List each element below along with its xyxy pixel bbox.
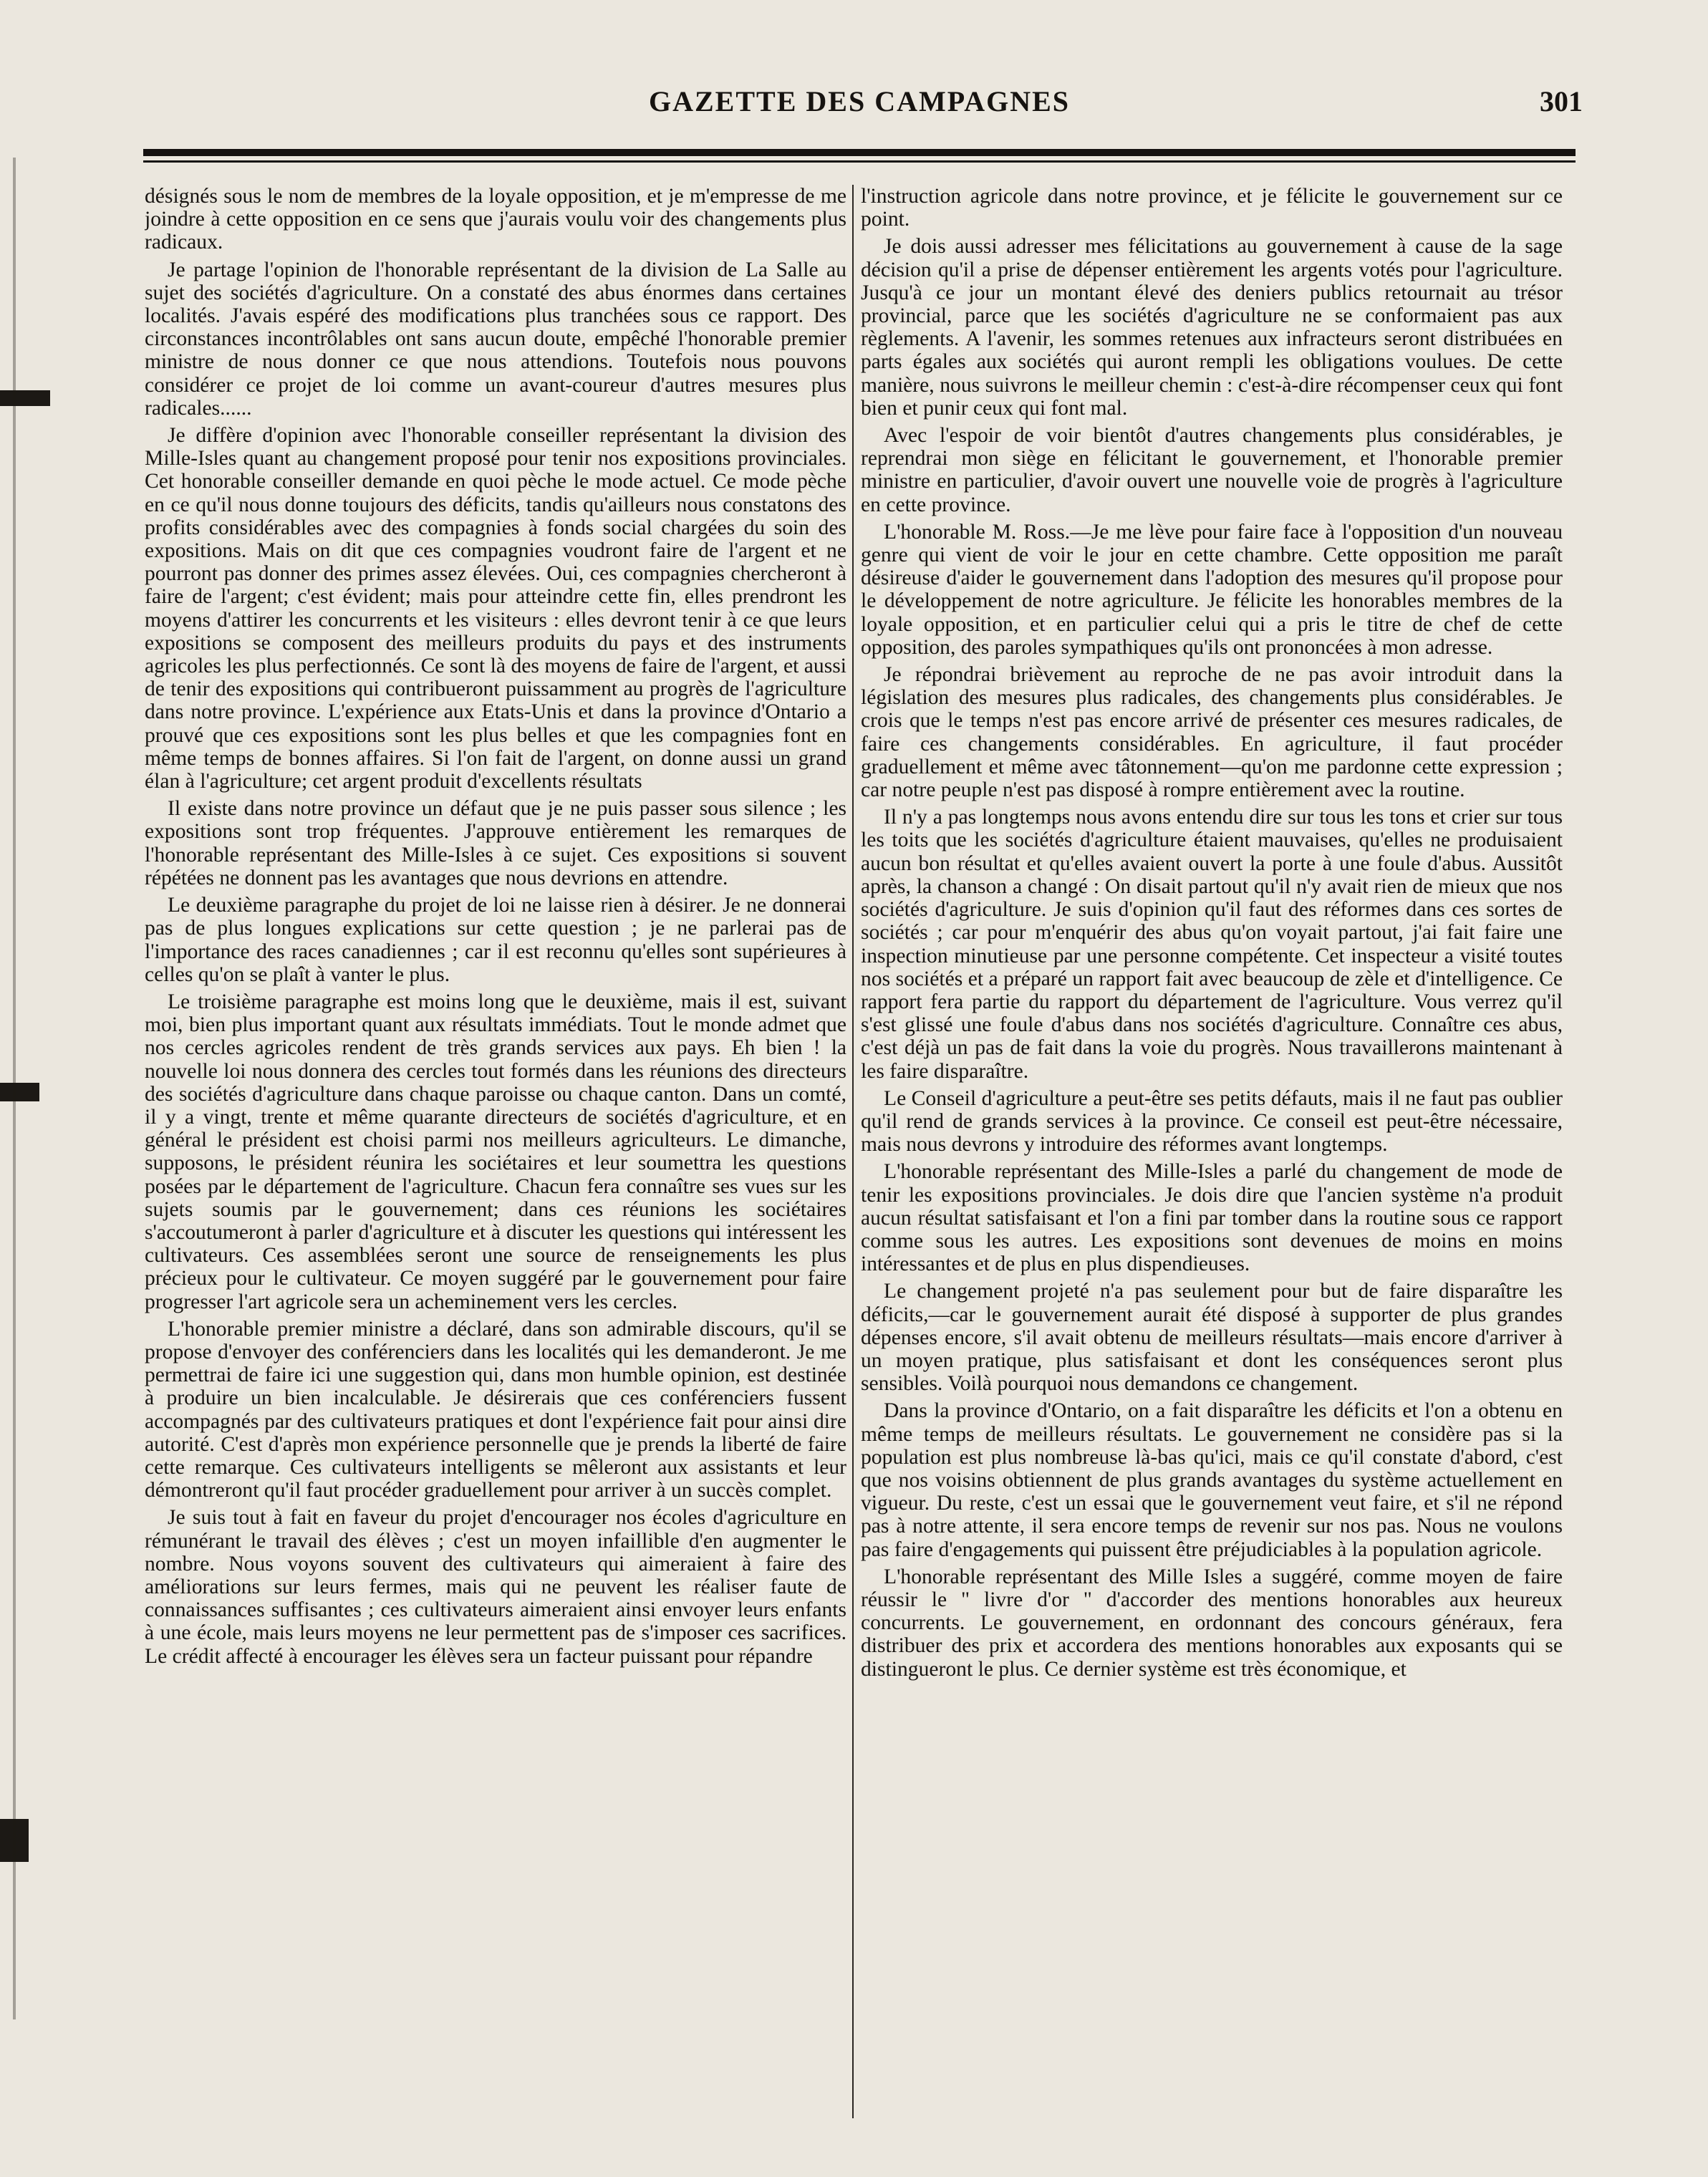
page-number: 301 [1540,85,1583,117]
right-paragraph: Le Conseil d'agriculture a peut-être ses petits défauts, mais il ne faut pas oublier qu'il rend de grands services à la province. Ce conseil est peut-être nécessaire, mais nous devrons y introduire des réformes avant longtemps. [861,1086,1563,1157]
right-paragraph: Avec l'espoir de voir bientôt d'autres changements plus considérables, je reprendrai mon siège en félicitant le gouvernement, et l'honorable premier ministre en particulier, d'avoir ouvert une nouvelle voie de progrès à l'agriculture en cette province. [861,424,1563,516]
scan-artifact [0,390,50,406]
right-paragraph: Dans la province d'Ontario, on a fait disparaître les déficits et l'on a obtenu en même temps de meilleurs résultats. Le gouvernement ne considère pas si la population est plus nombreuse là-bas qu'ici, mais ce qu'il constate d'abord, c'est que nos voisins obtiennent de plus grands avantages du système actuellement en vigueur. Du reste, c'est un essai que le gouvernement veut faire, et s'il ne répond pas à notre attente, il sera encore temps de revenir sur nos pas. Nous ne voulons pas faire d'engagements qui puissent être préjudiciables à la population agricole. [861,1399,1563,1561]
right-paragraph: L'honorable représentant des Mille Isles a suggéré, comme moyen de faire réussir le " livre d'or " d'accorder des mentions honorables aux heureux concurrents. Le gouvernement, en ordonnant des concours généraux, fera distribuer des prix et accordera des mentions honorables aux exposants qui se distingueront le plus. Ce dernier système est très économique, et [861,1565,1563,1681]
publication-title: GAZETTE DES CAMPAGNES [648,85,1070,117]
right-column [861,185,1563,2118]
right-paragraph: Je répondrai brièvement au reproche de ne pas avoir introduit dans la législation des mesures plus radicales, des changements plus considérables. Je crois que le temps n'est pas encore arrivé de présenter ces mesures radicales, de faire ces changements considérables. En agriculture, il faut procéder graduellement et même avec tâtonnement—qu'on me pardonne cette expression ; car notre peuple n'est pas disposé à rompre entièrement avec la routine. [861,663,1563,802]
scan-artifact [0,1083,39,1101]
right-paragraph: L'honorable représentant des Mille-Isles a parlé du changement de mode de tenir les expositions provinciales. Je dois dire que l'ancien système n'a produit aucun résultat satisfaisant et l'on a fini par tomber dans la routine sous ce rapport comme sous les autres. Les expositions sont devenues de moins en moins intéressantes et de plus en plus dispendieuses. [861,1160,1563,1276]
left-paragraph: Je diffère d'opinion avec l'honorable conseiller représentant la division des Mille-Isles quant au changement proposé pour tenir nos expositions provinciales. Cet honorable conseiller demande en quoi pèche le mode actuel. Ce mode pèche en ce qu'il nous donne toujours des déficits, tandis qu'ailleurs nous constatons des profits considérables avec des compagnies à fonds social chargées du soin des expositions. Mais on dit que ces compagnies voudront faire de l'argent et ne pourront pas donner des primes assez élevées. Oui, ces compagnies chercheront à faire de l'argent; c'est évident; mais pour atteindre cette fin, elles prendront les moyens d'attirer les concurrents et les visiteurs : elles devront tenir à ce que leurs expositions se composent des meilleurs produits du pays et des instruments agricoles les plus perfectionnés. Ce sont là des moyens de faire de l'argent, et aussi de tenir des expositions qui contribueront puissamment au progrès de l'agriculture dans notre province. L'expérience aux Etats-Unis et dans la province d'Ontario a prouvé que ces expositions sont les plus belles et que les compagnies font en même temps de bonnes affaires. Si l'on fait de l'argent, on donne aussi un grand élan à l'agriculture; cet argent produit d'excellents résultats [145,424,846,793]
left-paragraph: Le deuxième paragraphe du projet de loi ne laisse rien à désirer. Je ne donnerai pas de plus longues explications sur cette question ; je ne parlerai pas de l'importance des races canadiennes ; car il est reconnu qu'elles sont supérieures à celles qu'on se plaît à vanter le plus. [145,894,846,986]
left-column [145,185,846,2118]
column-divider [852,185,854,2118]
right-paragraph: Il n'y a pas longtemps nous avons entendu dire sur tous les tons et crier sur tous les toits que les sociétés d'agriculture étaient mauvaises, qu'elles ne produisaient aucun bon résultat et qu'elles avaient ouvert la porte à une foule d'abus. Aussitôt après, la chanson a changé : On disait partout qu'il n'y avait rien de mieux que nos sociétés d'agriculture. Je suis d'opinion qu'il faut des réformes dans ces sortes de sociétés ; car pour m'enquérir des abus qu'on voyait partout, j'ai fait faire une inspection minutieuse par une personne compétente. Cet inspecteur a visité toutes nos sociétés et a préparé un rapport fait avec beaucoup de zèle et d'intelligence. Ce rapport fera partie du rapport du département de l'agriculture. Vous verrez qu'il s'est glissé une foule d'abus dans nos sociétés d'agriculture. Connaître ces abus, c'est déjà un pas de fait dans la voie du progrès. Nous travaillerons maintenant à les faire disparaître. [861,806,1563,1083]
left-paragraph: désignés sous le nom de membres de la loyale opposition, et je m'empresse de me joindre à cette opposition en ce sens que j'aurais voulu voir des changements plus radicaux. [145,185,846,254]
right-paragraph: Je dois aussi adresser mes félicitations au gouvernement à cause de la sage décision qu'il a prise de dépenser entièrement les argents votés pour l'agriculture. Jusqu'à ce jour un montant élevé des deniers publics retournait au trésor provincial, parce que les sociétés d'agriculture ne se conformaient pas aux règlements. A l'avenir, les sommes retenues aux infracteurs seront distribuées en parts égales aux sociétés qui auront rempli les obligations voulues. De cette manière, nous suivrons le meilleur chemin : c'est-à-dire récompenser ceux qui font bien et punir ceux qui font mal. [861,235,1563,420]
page-header [136,80,1583,123]
left-paragraph: L'honorable premier ministre a déclaré, dans son admirable discours, qu'il se propose d'envoyer des conférenciers dans les localités qui les demanderont. Je me permettrai de faire ici une suggestion qui, dans mon humble opinion, est destinée à produire un bien incalculable. Je désirerais que ces conférenciers fussent accompagnés par des cultivateurs pratiques et dont l'expérience fait pour ainsi dire autorité. C'est d'après mon expérience personnelle que je prends la liberté de faire cette remarque. Ces cultivateurs intelligents se mêleront aux assistants et leur démontreront qu'il faut procéder graduellement pour arriver à un succès complet. [145,1317,846,1502]
scan-edge-line [13,158,16,2019]
right-paragraph: Le changement projeté n'a pas seulement pour but de faire disparaître les déficits,—car le gouvernement aurait été disposé à supporter de plus grandes dépenses encore, s'il avait obtenu de meilleurs résultats—mais encore d'arriver à un moyen pratique, plus satisfaisant et dont les conséquences seront plus sensibles. Voilà pourquoi nous demandons ce changement. [861,1280,1563,1396]
left-paragraph: Le troisième paragraphe est moins long que le deuxième, mais il est, suivant moi, bien plus important quant aux résultats immédiats. Tout le monde admet que nos cercles agricoles rendent de très grands services aux pays. Eh bien ! la nouvelle loi nous donnera des cercles tout formés dans les réunions des directeurs des sociétés d'agriculture dans chaque paroisse ou chaque canton. Dans un comté, il y a vingt, trente et même quarante directeurs de sociétés d'agriculture, et en général le président est choisi parmi nos meilleurs agriculteurs. Le dimanche, supposons, le président réunira les sociétaires et leur soumettra les questions posées par le département de l'agriculture. Chacun fera connaître ses vues sur les sujets soumis par le gouvernement; dans ces réunions les sociétaires s'accoutumeront à parler d'agriculture et à discuter les questions qui intéressent les cultivateurs. Ces assemblées seront une source de renseignements les plus précieux pour le cultivateur. Ce moyen suggéré par le gouvernement pour faire progresser l'art agricole sera un acheminement vers les cercles. [145,990,846,1313]
left-paragraph: Je partage l'opinion de l'honorable représentant de la division de La Salle au sujet des sociétés d'agriculture. On a constaté des abus énormes dans certaines localités. J'avais espéré des modifications plus tranchées sous ce rapport. Des circonstances incontrôlables ont sans aucun doute, empêché l'honorable premier ministre de nous donner ce que nous attendions. Toutefois nous pouvons considérer ce projet de loi comme un avant-coureur d'autres mesures plus radicales...... [145,258,846,420]
left-paragraph: Je suis tout à fait en faveur du projet d'encourager nos écoles d'agriculture en rémunérant le travail des élèves ; c'est un moyen infaillible d'en augmenter le nombre. Nous voyons souvent des cultivateurs qui aimeraient à faire des améliorations sur leurs fermes, mais qui ne peuvent les réaliser faute de connaissances suffisantes ; ces cultivateurs aimeraient ainsi envoyer leurs enfants à une école, mais leurs moyens ne leur permettent pas de s'imposer ces sacrifices. Le crédit affecté à encourager les élèves sera un facteur puissant pour répandre [145,1506,846,1668]
left-paragraph: Il existe dans notre province un défaut que je ne puis passer sous silence ; les expositions sont trop fréquentes. J'approuve entièrement les remarques de l'honorable représentant des Mille-Isles à ce sujet. Ces expositions si souvent répétées ne donnent pas les avantages que nous devrions en attendre. [145,797,846,889]
right-paragraph: L'honorable M. Ross.—Je me lève pour faire face à l'opposition d'un nouveau genre qui vient de voir le jour en cette chambre. Cette opposition me paraît désireuse d'aider le gouvernement dans l'adoption des mesures qu'il propose pour le développement de notre agriculture. Je félicite les honorables membres de la loyale opposition, et en particulier celui qui a pris le titre de chef de cette opposition, des paroles sympathiques qu'ils ont prononcées à mon adresse. [861,520,1563,659]
header-rule-thick [143,149,1576,156]
header-rule-thin [143,160,1576,163]
right-paragraph: l'instruction agricole dans notre province, et je félicite le gouvernement sur ce point. [861,185,1563,231]
